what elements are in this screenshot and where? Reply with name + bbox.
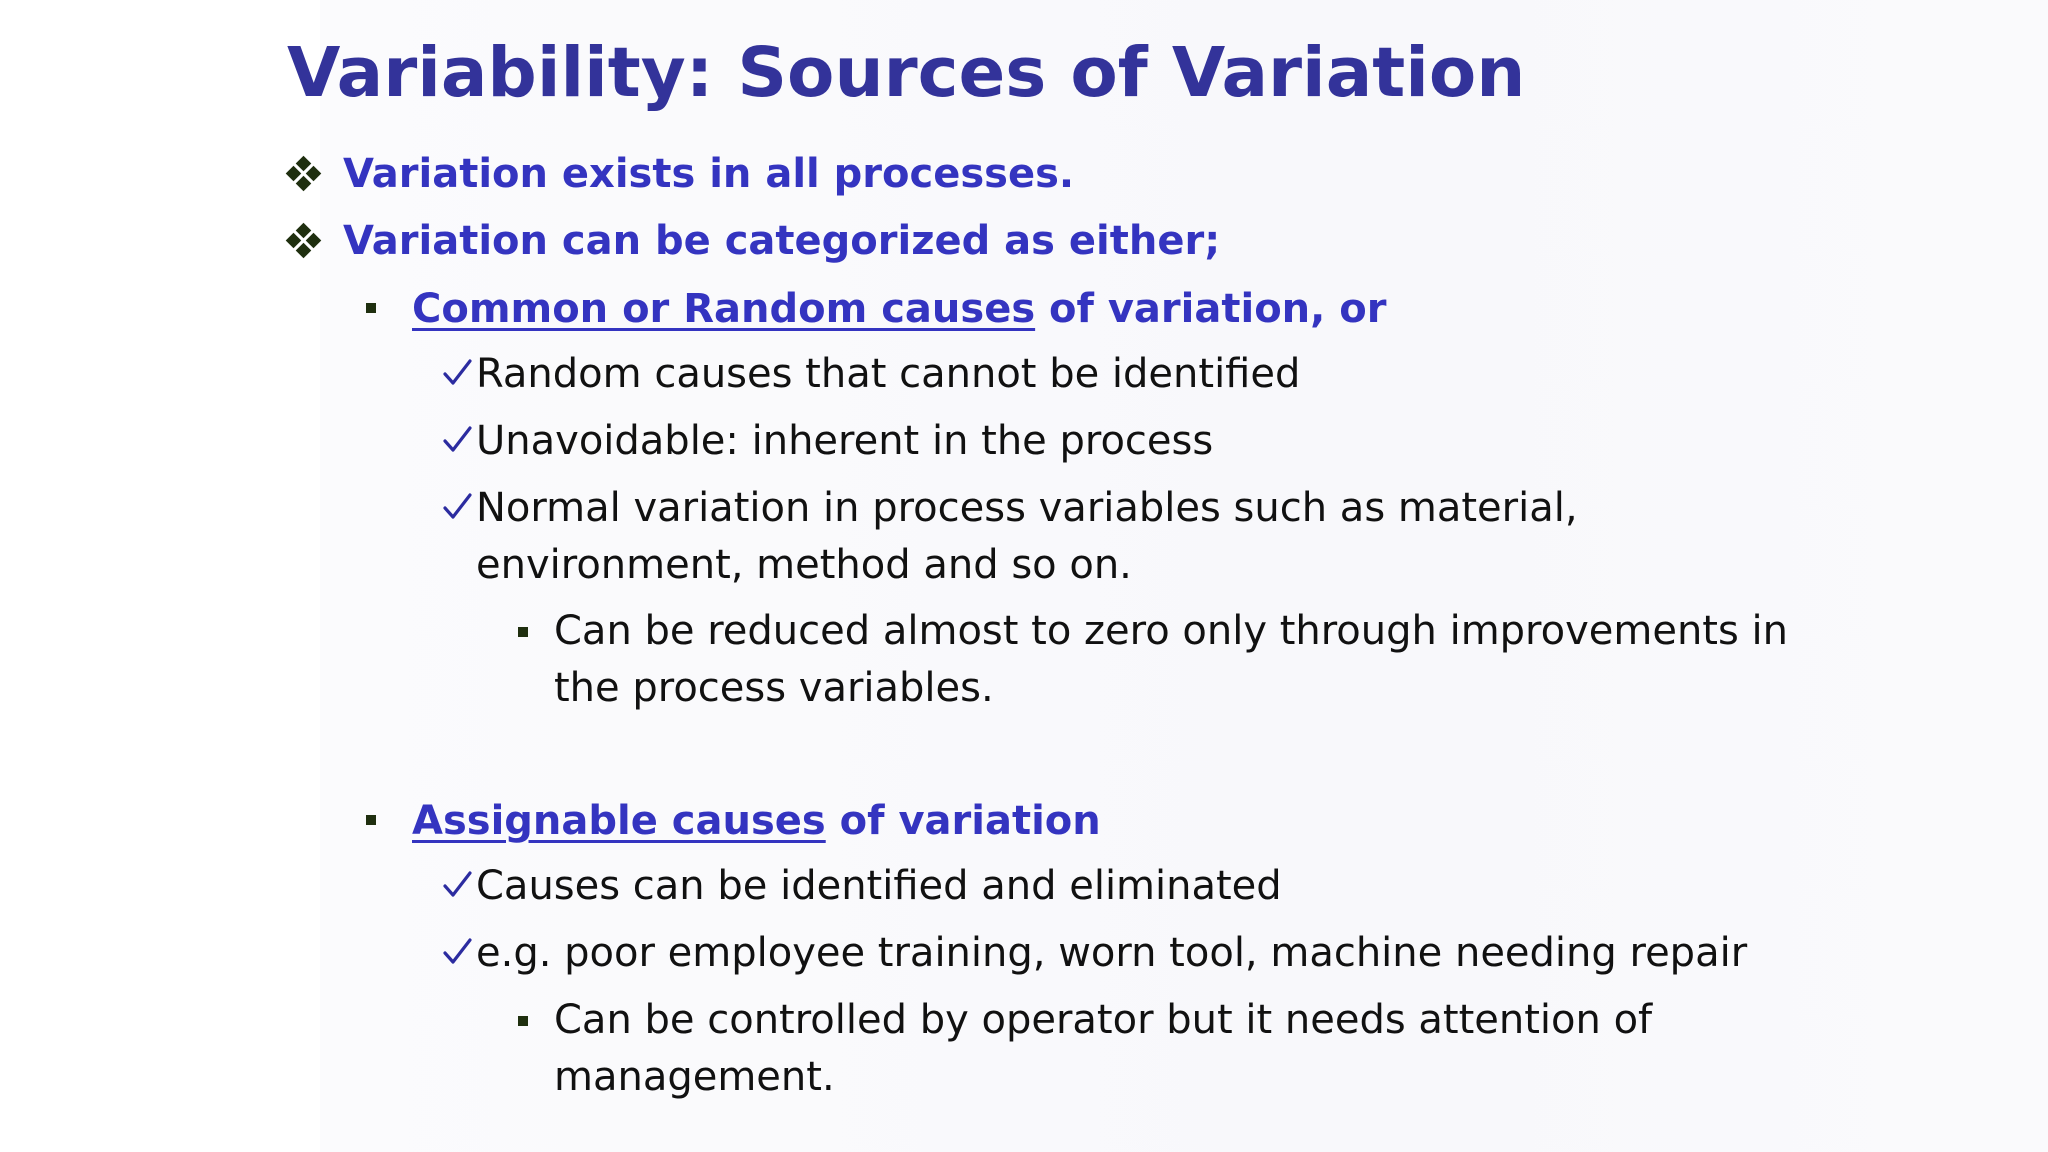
square-bullet-icon <box>366 815 376 825</box>
bullet-item <box>287 215 1220 267</box>
note-text: Can be controlled by operator but it needs attention of <box>554 997 1653 1043</box>
check-text: Random causes that cannot be identified <box>476 351 1301 397</box>
note-item <box>518 992 1652 1106</box>
assignable-causes-term: Assignable causes <box>412 798 826 844</box>
four-diamond-bullet-icon <box>287 157 321 191</box>
check-text: e.g. poor employee training, worn tool, machine needing repair <box>476 930 1748 976</box>
check-item <box>440 858 1282 915</box>
common-causes-term: Common or Random causes <box>412 286 1036 332</box>
note-text: Can be reduced almost to zero only through improvements in <box>554 608 1789 654</box>
slide-title: Variability: Sources of Variation <box>287 33 1526 113</box>
bullet-text: Variation can be categorized as either; <box>343 218 1221 264</box>
bullet-text: Variation exists in all processes. <box>343 151 1075 197</box>
check-item <box>440 413 1213 470</box>
check-item <box>440 925 1747 982</box>
sub-bullet-assignable-causes <box>366 795 1101 847</box>
sub-bullet-common-causes <box>366 283 1386 335</box>
bullet-item <box>287 148 1074 200</box>
square-bullet-icon <box>366 303 376 313</box>
note-text-continued: the process variables. <box>554 665 994 711</box>
check-text: Causes can be identified and eliminated <box>476 863 1282 909</box>
square-bullet-icon <box>518 627 528 637</box>
check-item <box>440 480 1578 594</box>
note-text-continued: management. <box>554 1054 835 1100</box>
check-mark-icon <box>440 858 476 915</box>
common-causes-rest: of variation, or <box>1035 286 1387 332</box>
check-mark-icon <box>440 346 476 403</box>
check-text: Unavoidable: inherent in the process <box>476 418 1214 464</box>
assignable-causes-rest: of variation <box>825 798 1101 844</box>
square-bullet-icon <box>518 1016 528 1026</box>
check-item <box>440 346 1300 403</box>
check-text-continued: environment, method and so on. <box>476 542 1132 588</box>
note-item <box>518 603 1788 717</box>
check-text: Normal variation in process variables such as material, <box>476 485 1578 531</box>
check-mark-icon <box>440 480 476 537</box>
check-mark-icon <box>440 925 476 982</box>
four-diamond-bullet-icon <box>287 224 321 258</box>
check-mark-icon <box>440 413 476 470</box>
